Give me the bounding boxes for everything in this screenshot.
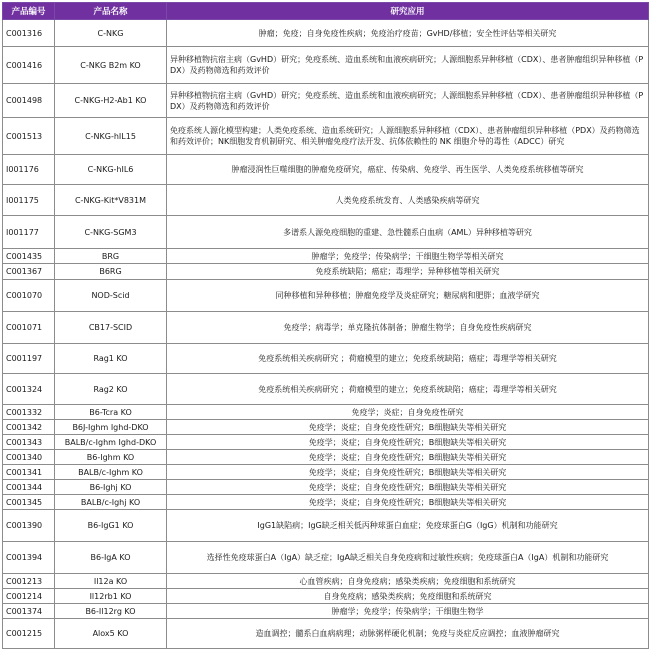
table-row: [3, 619, 649, 649]
product-code: I001177: [3, 216, 55, 249]
table-row: [3, 589, 649, 604]
product-name: Rag2 KO: [55, 374, 167, 405]
product-name: Rag1 KO: [55, 344, 167, 374]
table-row: [3, 344, 649, 374]
product-name: BALB/c-Ighm Ighd-DKO: [55, 435, 167, 450]
research-application: 免疫学；炎症；自身免疫性研究；B细胞缺失等相关研究: [167, 495, 649, 510]
product-code: C001498: [3, 84, 55, 118]
product-name: B6-Il12rg KO: [55, 604, 167, 619]
product-name: C-NKG-hIL6: [55, 155, 167, 185]
product-code: C001316: [3, 20, 55, 47]
header-product-code: 产品编号: [3, 3, 55, 20]
research-application: 造血调控；髓系白血病病理；动脉粥样硬化机制；免疫与炎症反应调控；血液肿瘤研究: [167, 619, 649, 649]
product-code: C001324: [3, 374, 55, 405]
research-application: 同种移植和异种移植；肿瘤免疫学及炎症研究；糖尿病和肥胖；血液学研究: [167, 280, 649, 312]
product-code: C001344: [3, 480, 55, 495]
product-name: B6-IgG1 KO: [55, 510, 167, 542]
table-row: [3, 249, 649, 264]
product-code: C001342: [3, 420, 55, 435]
header-research-application: 研究应用: [167, 3, 649, 20]
table-row: [3, 604, 649, 619]
table-row: [3, 185, 649, 216]
table-row: [3, 574, 649, 589]
table-row: [3, 405, 649, 420]
product-code: I001175: [3, 185, 55, 216]
product-code: C001367: [3, 264, 55, 280]
product-name: Alox5 KO: [55, 619, 167, 649]
product-table-container: [2, 2, 648, 649]
product-code: I001176: [3, 155, 55, 185]
product-name: C-NKG-hIL15: [55, 118, 167, 155]
product-code: C001070: [3, 280, 55, 312]
research-application: 免疫学；炎症；自身免疫性研究: [167, 405, 649, 420]
product-code: C001394: [3, 542, 55, 574]
product-name: NOD-Scid: [55, 280, 167, 312]
header-product-name: 产品名称: [55, 3, 167, 20]
product-name: B6-Ighj KO: [55, 480, 167, 495]
research-application: 免疫系统缺陷；癌症；毒理学；异种移植等相关研究: [167, 264, 649, 280]
product-code: C001341: [3, 465, 55, 480]
research-application: 肿瘤；免疫；自身免疫性疾病；免疫治疗疫苗；GvHD/移植；安全性评估等相关研究: [167, 20, 649, 47]
product-code: C001332: [3, 405, 55, 420]
product-name: Il12rb1 KO: [55, 589, 167, 604]
product-table: [2, 2, 649, 649]
product-name: B6RG: [55, 264, 167, 280]
research-application: 免疫学；炎症；自身免疫性研究；B细胞缺失等相关研究: [167, 450, 649, 465]
table-row: [3, 450, 649, 465]
product-name: CB17-SCID: [55, 312, 167, 344]
product-code: C001374: [3, 604, 55, 619]
research-application: 免疫学；炎症；自身免疫性研究；B细胞缺失等相关研究: [167, 465, 649, 480]
product-name: B6-Tcra KO: [55, 405, 167, 420]
product-name: B6J-Ighm Ighd-DKO: [55, 420, 167, 435]
table-row: [3, 542, 649, 574]
research-application: 肿瘤浸润性巨噬细胞的肿瘤免疫研究，癌症、传染病、免疫学、再生医学、人类免疫系统移植等研究: [167, 155, 649, 185]
product-code: C001435: [3, 249, 55, 264]
table-row: [3, 495, 649, 510]
table-row: [3, 374, 649, 405]
table-row: [3, 20, 649, 47]
table-row: [3, 47, 649, 84]
table-row: [3, 420, 649, 435]
research-application: 免疫学；炎症；自身免疫性研究；B细胞缺失等相关研究: [167, 480, 649, 495]
research-application: 免疫系统人源化模型构建；人类免疫系统、造血系统研究；人源细胞系异种移植（CDX）、患者肿瘤组织异种移植（PDX）及药物筛选和药效评价；NK细胞发育机制研究、相关肿瘤免疫疗法开发、抗体依赖性的 NK 细胞介导的毒性（ADCC）研究: [167, 118, 649, 155]
product-name: C-NKG B2m KO: [55, 47, 167, 84]
research-application: 免疫学；病毒学；单克隆抗体制备；肿瘤生物学；自身免疫性疾病研究: [167, 312, 649, 344]
research-application: 人类免疫系统发育、人类感染疾病等研究: [167, 185, 649, 216]
product-name: C-NKG-SGM3: [55, 216, 167, 249]
product-code: C001345: [3, 495, 55, 510]
product-code: C001343: [3, 435, 55, 450]
research-application: 免疫系统相关疾病研究 ；荷瘤模型的建立；免疫系统缺陷；癌症；毒理学等相关研究: [167, 374, 649, 405]
product-code: C001197: [3, 344, 55, 374]
product-name: C-NKG-H2-Ab1 KO: [55, 84, 167, 118]
research-application: 异种移植物抗宿主病（GvHD）研究；免疫系统、造血系统和血液疾病研究；人源细胞系异种移植（CDX）、患者肿瘤组织异种移植（PDX）及药物筛选和药效评价: [167, 84, 649, 118]
table-row: [3, 84, 649, 118]
research-application: 多谱系人源免疫细胞的重建、急性髓系白血病（AML）异种移植等研究: [167, 216, 649, 249]
table-row: [3, 480, 649, 495]
product-name: BALB/c-Ighj KO: [55, 495, 167, 510]
table-row: [3, 280, 649, 312]
table-row: [3, 312, 649, 344]
product-name: BRG: [55, 249, 167, 264]
research-application: 肿瘤学；免疫学；传染病学；干细胞生物学: [167, 604, 649, 619]
research-application: IgG1缺陷病；IgG缺乏相关低丙种球蛋白血症；免疫球蛋白G（IgG）机制和功能研究: [167, 510, 649, 542]
product-code: C001214: [3, 589, 55, 604]
product-name: C-NKG: [55, 20, 167, 47]
product-code: C001215: [3, 619, 55, 649]
table-row: [3, 216, 649, 249]
research-application: 免疫学；炎症；自身免疫性研究；B细胞缺失等相关研究: [167, 435, 649, 450]
research-application: 免疫系统相关疾病研究 ；荷瘤模型的建立；免疫系统缺陷；癌症；毒理学等相关研究: [167, 344, 649, 374]
research-application: 心血管疾病；自身免疫病；感染类疾病；免疫细胞和系统研究: [167, 574, 649, 589]
product-code: C001390: [3, 510, 55, 542]
product-code: C001071: [3, 312, 55, 344]
product-code: C001416: [3, 47, 55, 84]
product-name: Il12a KO: [55, 574, 167, 589]
product-code: C001340: [3, 450, 55, 465]
product-name: B6-IgA KO: [55, 542, 167, 574]
table-header-row: [3, 3, 649, 20]
table-row: [3, 465, 649, 480]
research-application: 自身免疫病；感染类疾病；免疫细胞和系统研究: [167, 589, 649, 604]
table-row: [3, 510, 649, 542]
product-name: C-NKG-Kit*V831M: [55, 185, 167, 216]
product-code: C001213: [3, 574, 55, 589]
table-row: [3, 435, 649, 450]
research-application: 选择性免疫球蛋白A（IgA）缺乏症；IgA缺乏相关自身免疫病和过敏性疾病；免疫球蛋白A（IgA）机制和功能研究: [167, 542, 649, 574]
research-application: 异种移植物抗宿主病（GvHD）研究；免疫系统、造血系统和血液疾病研究；人源细胞系异种移植（CDX）、患者肿瘤组织异种移植（PDX）及药物筛选和药效评价: [167, 47, 649, 84]
product-name: BALB/c-Ighm KO: [55, 465, 167, 480]
table-row: [3, 264, 649, 280]
table-row: [3, 155, 649, 185]
research-application: 肿瘤学；免疫学；传染病学；干细胞生物学等相关研究: [167, 249, 649, 264]
table-row: [3, 118, 649, 155]
research-application: 免疫学；炎症；自身免疫性研究；B细胞缺失等相关研究: [167, 420, 649, 435]
product-code: C001513: [3, 118, 55, 155]
product-name: B6-Ighm KO: [55, 450, 167, 465]
